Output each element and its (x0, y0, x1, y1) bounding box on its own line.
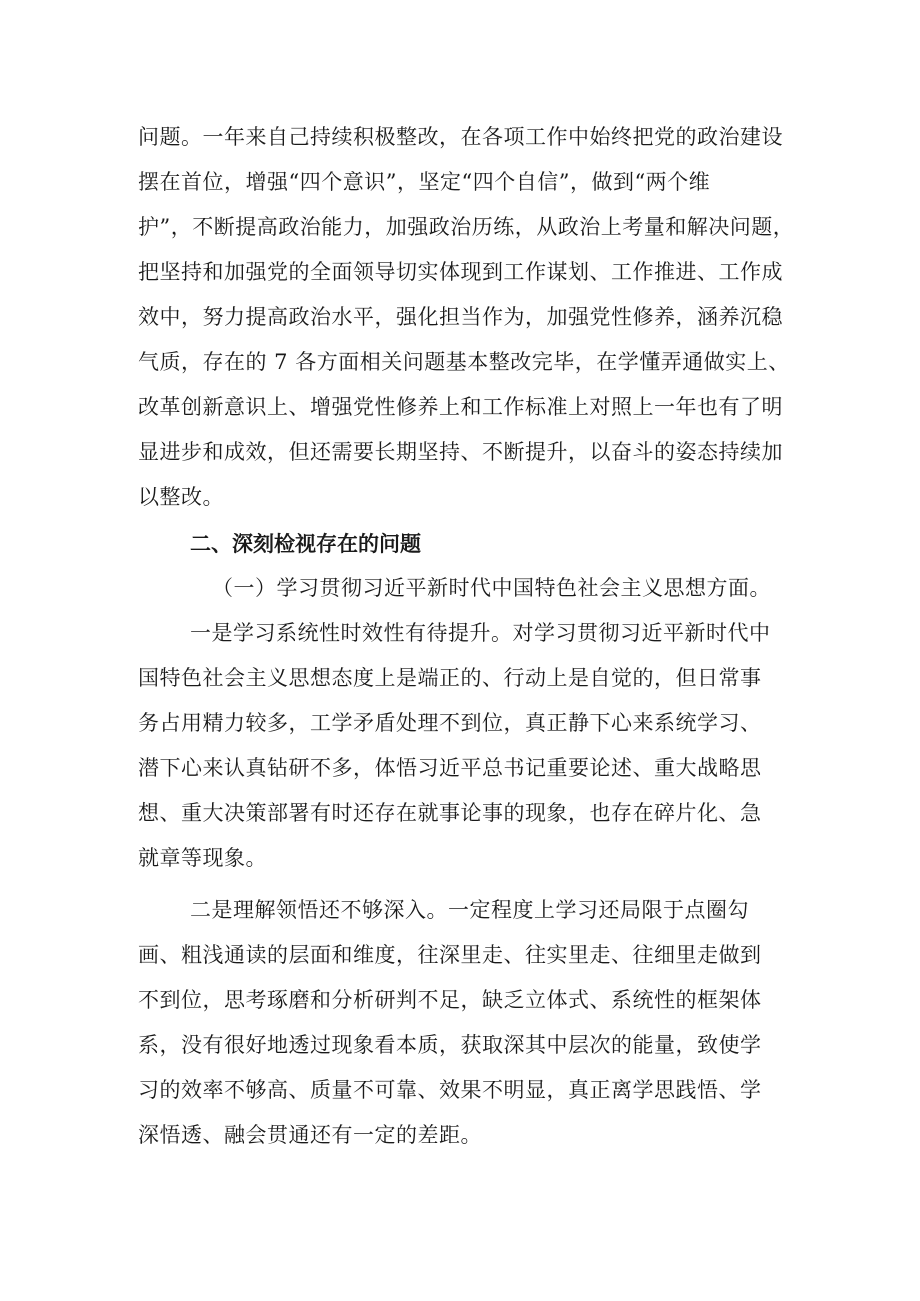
para2-line: 就章等现象。 (138, 846, 267, 870)
para1-line: 显进步和成效，但还需要长期坚持、不断提升，以奋斗的姿态持续加 (138, 440, 783, 464)
subheading: （一）学习贯彻习近平新时代中国特色社会主义思想方面。 (212, 576, 771, 600)
section-heading: 二、深刻检视存在的问题 (190, 532, 421, 556)
para3-line: 二是理解领悟还不够深入。一定程度上学习还局限于点圈勾 (190, 898, 749, 922)
para1-line: 把坚持和加强党的全面领导切实体现到工作谋划、工作推进、工作成 (138, 260, 783, 284)
para1-line: 摆在首位，增强“四个意识”，坚定“四个自信”，做到“两个维 (138, 170, 711, 194)
para3-line: 系，没有很好地透过现象看本质，获取深其中层次的能量，致使学 (138, 1033, 762, 1057)
para1-line: 问题。一年来自己持续积极整改，在各项工作中始终把党的政治建设 (138, 125, 783, 149)
para2-line: 国特色社会主义思想态度上是端正的、行动上是自觉的，但日常事 (138, 666, 762, 690)
para1-line: 护”，不断提高政治能力，加强政治历练，从政治上考量和解决问题， (138, 215, 795, 239)
para1-line: 以整改。 (138, 485, 224, 509)
para3-line: 深悟透、融会贯通还有一定的差距。 (138, 1123, 482, 1147)
para1-line: 气质，存在的 7 各方面相关问题基本整改完毕，在学懂弄通做实上、 (138, 350, 790, 374)
para2-line: 潜下心来认真钻研不多，体悟习近平总书记重要论述、重大战略思 (138, 756, 762, 780)
para2-line: 想、重大决策部署有时还存在就事论事的现象，也存在碎片化、急 (138, 801, 762, 825)
para2-line: 一是学习系统性时效性有待提升。对学习贯彻习近平新时代中 (190, 621, 771, 645)
para3-line: 不到位，思考琢磨和分析研判不足，缺乏立体式、系统性的框架体 (138, 988, 762, 1012)
para3-line: 习的效率不够高、质量不可靠、效果不明显，真正离学思践悟、学 (138, 1078, 762, 1102)
para3-line: 画、粗浅通读的层面和维度，往深里走、往实里走、往细里走做到 (138, 943, 762, 967)
para1-line: 效中，努力提高政治水平，强化担当作为，加强党性修养，涵养沉稳 (138, 305, 783, 329)
para2-line: 务占用精力较多，工学矛盾处理不到位，真正静下心来系统学习、 (138, 711, 762, 735)
para1-line: 改革创新意识上、增强党性修养上和工作标准上对照上一年也有了明 (138, 395, 783, 419)
